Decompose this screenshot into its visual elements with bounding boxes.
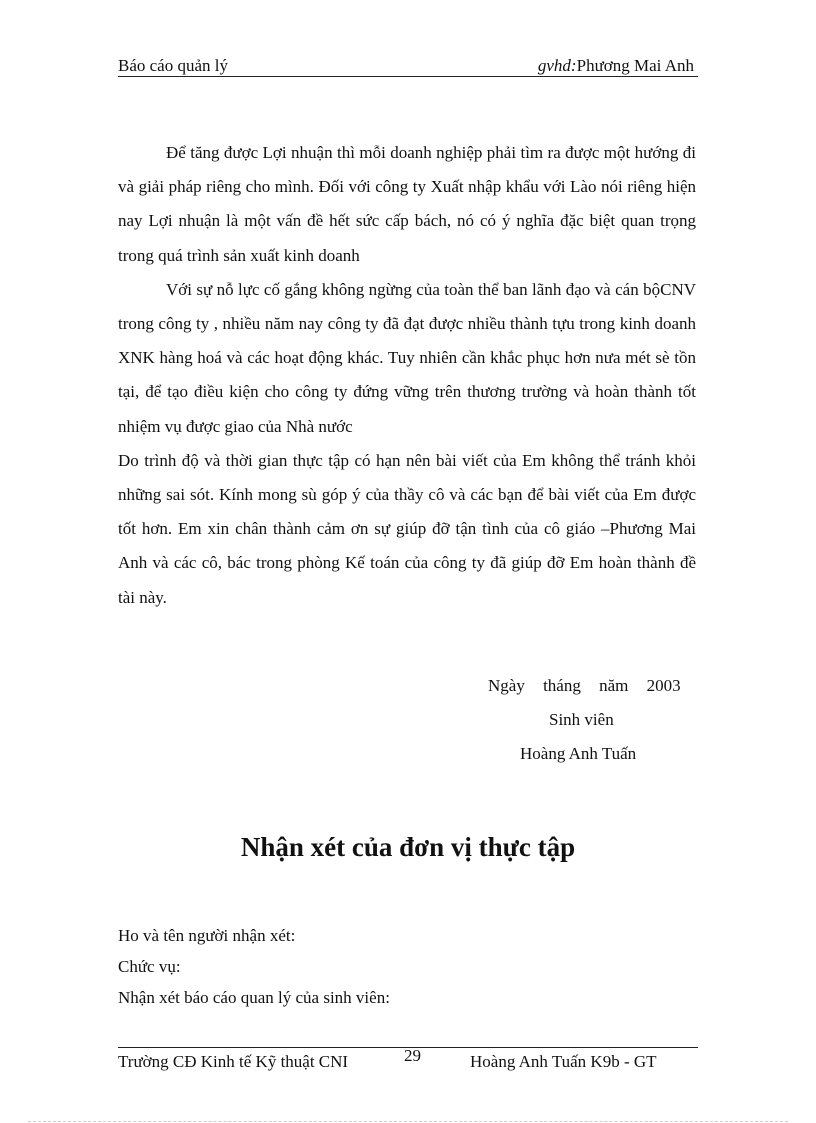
review-form xyxy=(118,920,390,1013)
review-comment-label: Nhận xét báo cáo quan lý của sinh viên: xyxy=(118,988,390,1007)
section-title: Nhận xét của đơn vị thực tập xyxy=(240,832,576,862)
page-number: 29 xyxy=(404,1046,421,1065)
header-supervisor-name: Phương Mai Anh xyxy=(576,56,694,75)
header-supervisor-label: gvhd: xyxy=(537,56,577,75)
reviewer-name-label: Ho và tên người nhận xét: xyxy=(118,926,296,945)
header-report-title: Báo cáo quản lý xyxy=(118,56,228,75)
paragraph-acknowledgement: Do trình độ và thời gian thực tập có hạn nên bài viết của Em không thể tránh khỏi những sai sót. Kính mong sù góp ý của thầy cô và các bạn để bài viết của Em được tốt hơn. Em xin chân thành cảm ơn sự giúp đỡ tận tình của cô giáo –Phương Mai Anh và các cô, bác trong phòng Kế toán của công ty đã giúp đỡ Em hoàn thành đề tài này. xyxy=(118,450,696,607)
paragraph-achievements: Với sự nỗ lực cố gắng không ngừng của toàn thể ban lãnh đạo và cán bộCNV trong công ty , nhiều năm nay công ty đã đạt được nhiều thành tựu trong kinh doanh XNK hàng hoá và các hoạt động khác. Tuy nhiên cần khắc phục hơn nưa mét sè tồn tại, để tạo điều kiện cho công ty đứng vững trên thương trường và hoàn thành tốt nhiệm vụ được giao của Nhà nước xyxy=(118,279,696,436)
signature-date: Ngày tháng năm 2003 xyxy=(488,676,681,695)
header-supervisor xyxy=(538,56,694,76)
signature-name: Hoàng Anh Tuấn xyxy=(520,744,637,763)
paragraph-profit: Để tăng được Lợi nhuận thì mỗi doanh nghiệp phải tìm ra được một hướng đi và giải pháp riêng cho mình. Đối với công ty Xuất nhập khẩu với Lào nói riêng hiện nay Lợi nhuận là một vấn đề hết sức cấp bách, nó có ý nghĩa đặc biệt quan trọng trong quá trình sản xuất kinh doanh xyxy=(118,143,696,265)
footer-author: Hoàng Anh Tuấn K9b - GT xyxy=(470,1052,657,1071)
page-footer xyxy=(118,1047,698,1078)
page-edge-divider xyxy=(28,1121,788,1122)
footer-school: Trường CĐ Kinh tế Kỹ thuật CNI xyxy=(118,1052,349,1071)
signature-role: Sinh viên xyxy=(549,710,614,729)
page-header xyxy=(118,50,698,77)
reviewer-position-label: Chức vụ: xyxy=(118,957,181,976)
body-text xyxy=(118,136,696,615)
